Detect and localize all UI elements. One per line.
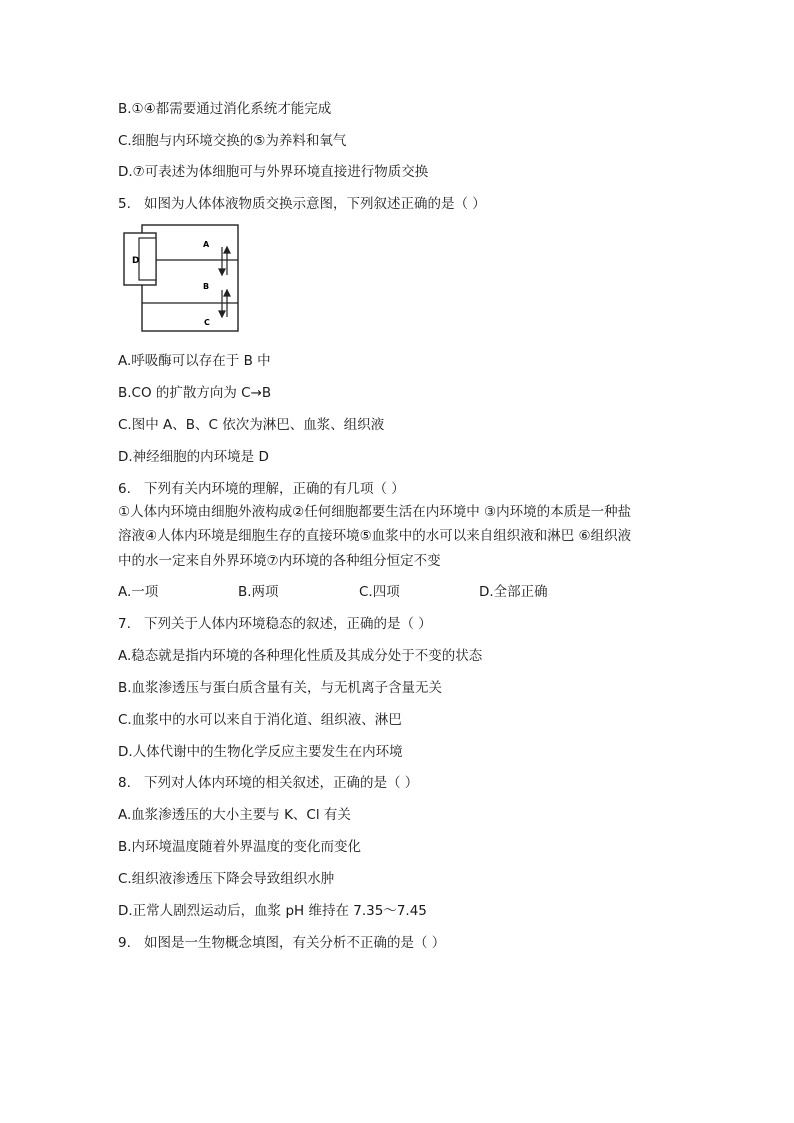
q7-number: 7. xyxy=(118,616,131,632)
q8-number: 8. xyxy=(118,775,131,791)
q6-option-b: B.两项 xyxy=(238,584,279,600)
q6-body-line-2: 溶液④人体内环境是细胞生存的直接环境⑤血浆中的水可以来自组织液和淋巴 ⑥组织液 xyxy=(118,528,632,544)
q9-number: 9. xyxy=(118,935,131,951)
body-fluid-exchange-diagram xyxy=(122,223,242,335)
q4-option-b: B.①④都需要通过消化系统才能完成 xyxy=(118,101,332,117)
q6-stem-text: 下列有关内环境的理解，正确的有几项（ ） xyxy=(144,481,405,497)
label-c: C xyxy=(204,318,210,327)
arrows-a-b xyxy=(219,247,230,275)
q7-stem-text: 下列关于人体内环境稳态的叙述，正确的是（ ） xyxy=(144,616,432,632)
q6-number: 6. xyxy=(118,481,131,497)
q6-stem xyxy=(118,480,405,498)
label-b: B xyxy=(203,282,210,291)
q5-option-c: C.图中 A、B、C 依次为淋巴、血浆、组织液 xyxy=(118,417,385,433)
q7-option-a: A.稳态就是指内环境的各种理化性质及其成分处于不变的状态 xyxy=(118,648,483,664)
q9-stem xyxy=(118,934,445,952)
q5-number: 5. xyxy=(118,196,131,212)
q4-option-c: C.细胞与内环境交换的⑤为养料和氧气 xyxy=(118,133,347,149)
q8-option-d: D.正常人剧烈运动后，血浆 pH 维持在 7.35～7.45 xyxy=(118,903,427,919)
q8-stem xyxy=(118,774,418,792)
q5-stem-text: 如图为人体体液物质交换示意图，下列叙述正确的是（ ） xyxy=(144,196,486,212)
q8-option-c: C.组织液渗透压下降会导致组织水肿 xyxy=(118,871,335,887)
q5-stem xyxy=(118,195,486,213)
q8-option-a: A.血浆渗透压的大小主要与 K、Cl 有关 xyxy=(118,807,351,823)
q5-option-a: A.呼吸酶可以存在于 B 中 xyxy=(118,353,271,369)
q7-option-b: B.血浆渗透压与蛋白质含量有关，与无机离子含量无关 xyxy=(118,680,443,696)
q6-option-a: A.一项 xyxy=(118,584,159,600)
q5-option-d: D.神经细胞的内环境是 D xyxy=(118,449,269,465)
q8-stem-text: 下列对人体内环境的相关叙述，正确的是（ ） xyxy=(144,775,419,791)
q4-option-d: D.⑦可表述为体细胞可与外界环境直接进行物质交换 xyxy=(118,164,429,180)
q8-option-b: B.内环境温度随着外界温度的变化而变化 xyxy=(118,839,362,855)
q7-option-d: D.人体代谢中的生物化学反应主要发生在内环境 xyxy=(118,744,403,760)
q6-option-c: C.四项 xyxy=(359,584,400,600)
q6-body-line-1: ①人体内环境由细胞外液构成②任何细胞都要生活在内环境中 ③内环境的本质是一种盐 xyxy=(118,504,632,520)
q7-stem xyxy=(118,615,432,633)
q9-stem-text: 如图是一生物概念填图，有关分析不正确的是（ ） xyxy=(144,935,446,951)
q6-body-line-3: 中的水一定来自外界环境⑦内环境的各种组分恒定不变 xyxy=(118,553,441,569)
q7-option-c: C.血浆中的水可以来自于消化道、组织液、淋巴 xyxy=(118,712,402,728)
cell-d-inner xyxy=(139,238,156,280)
q6-option-d: D.全部正确 xyxy=(479,584,548,600)
label-d: D xyxy=(132,256,140,266)
q5-option-b: B.CO 的扩散方向为 C→B xyxy=(118,385,272,401)
label-a: A xyxy=(203,240,210,249)
